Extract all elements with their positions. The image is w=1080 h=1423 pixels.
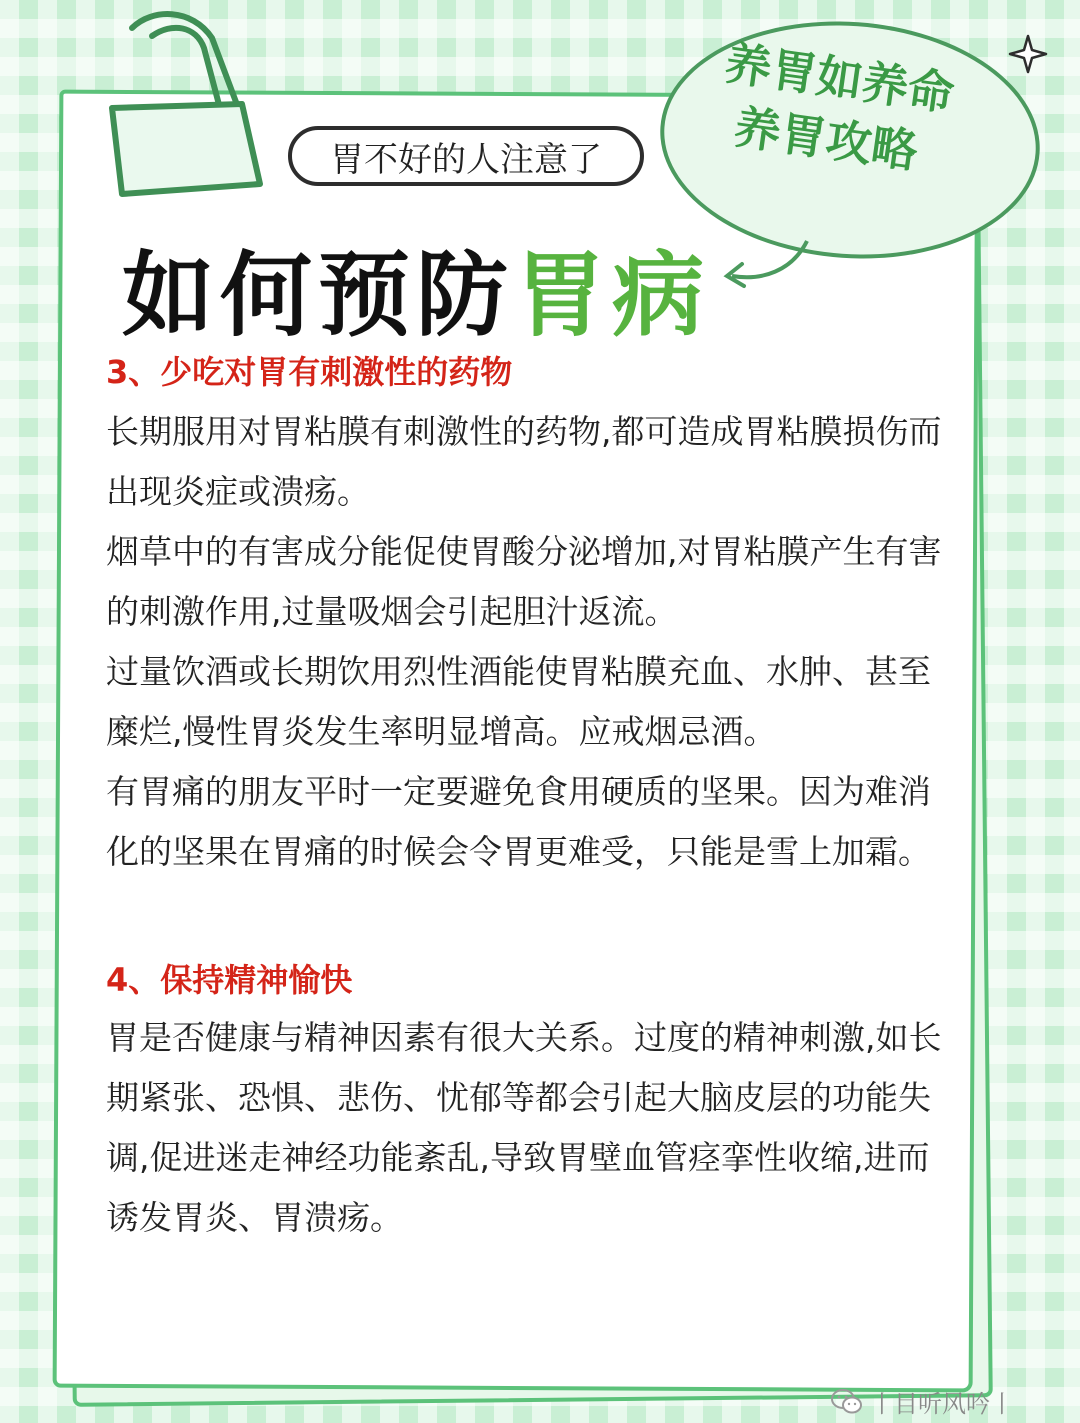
subtitle-pill: 胃不好的人注意了 [288,126,644,186]
page-title [122,222,710,354]
wechat-icon [830,1388,864,1416]
section-heading-3: 3、少吃对胃有刺激性的药物 [106,353,513,391]
article-body [106,350,946,1248]
section-3-paragraph-2: 烟草中的有害成分能促使胃酸分泌增加,对胃粘膜产生有害的刺激作用,过量吸烟会引起胆汁返流。 [106,532,942,631]
watermark [830,1384,1014,1419]
section-3-paragraph-3: 过量饮酒或长期饮用烈性酒能使胃粘膜充血、水肿、甚至糜烂,慢性胃炎发生率明显增高。应戒烟忌酒。 [106,652,931,751]
section-3-paragraph-1: 长期服用对胃粘膜有刺激性的药物,都可造成胃粘膜损伤而出现炎症或溃疡。 [106,412,942,511]
bubble-tail-icon [712,236,822,296]
title-main: 如何预防 [122,242,515,349]
sparkle-icon [1008,34,1048,74]
section-3-paragraph-4: 有胃痛的朋友平时一定要避免食用硬质的坚果。因为难消化的坚果在胃痛的时候会令胃更难受，只能是雪上加霜。 [106,772,931,871]
bubble-line-2: 养胃攻略 [731,99,921,179]
section-heading-4: 4、保持精神愉快 [106,961,353,999]
title-accent: 胃病 [514,242,711,349]
binder-clip-icon [92,8,272,198]
watermark-text: 丨目听风吟丨 [870,1390,1014,1418]
section-4-paragraph-1: 胃是否健康与精神因素有很大关系。过度的精神刺激,如长期紧张、恐惧、悲伤、忧郁等都会引起大脑皮层的功能失调,促进迷走神经功能紊乱,导致胃壁血管痉挛性收缩,进而诱发胃炎、胃溃疡。 [106,1018,942,1237]
bubble-line-1: 养胃如养命 [722,35,958,122]
